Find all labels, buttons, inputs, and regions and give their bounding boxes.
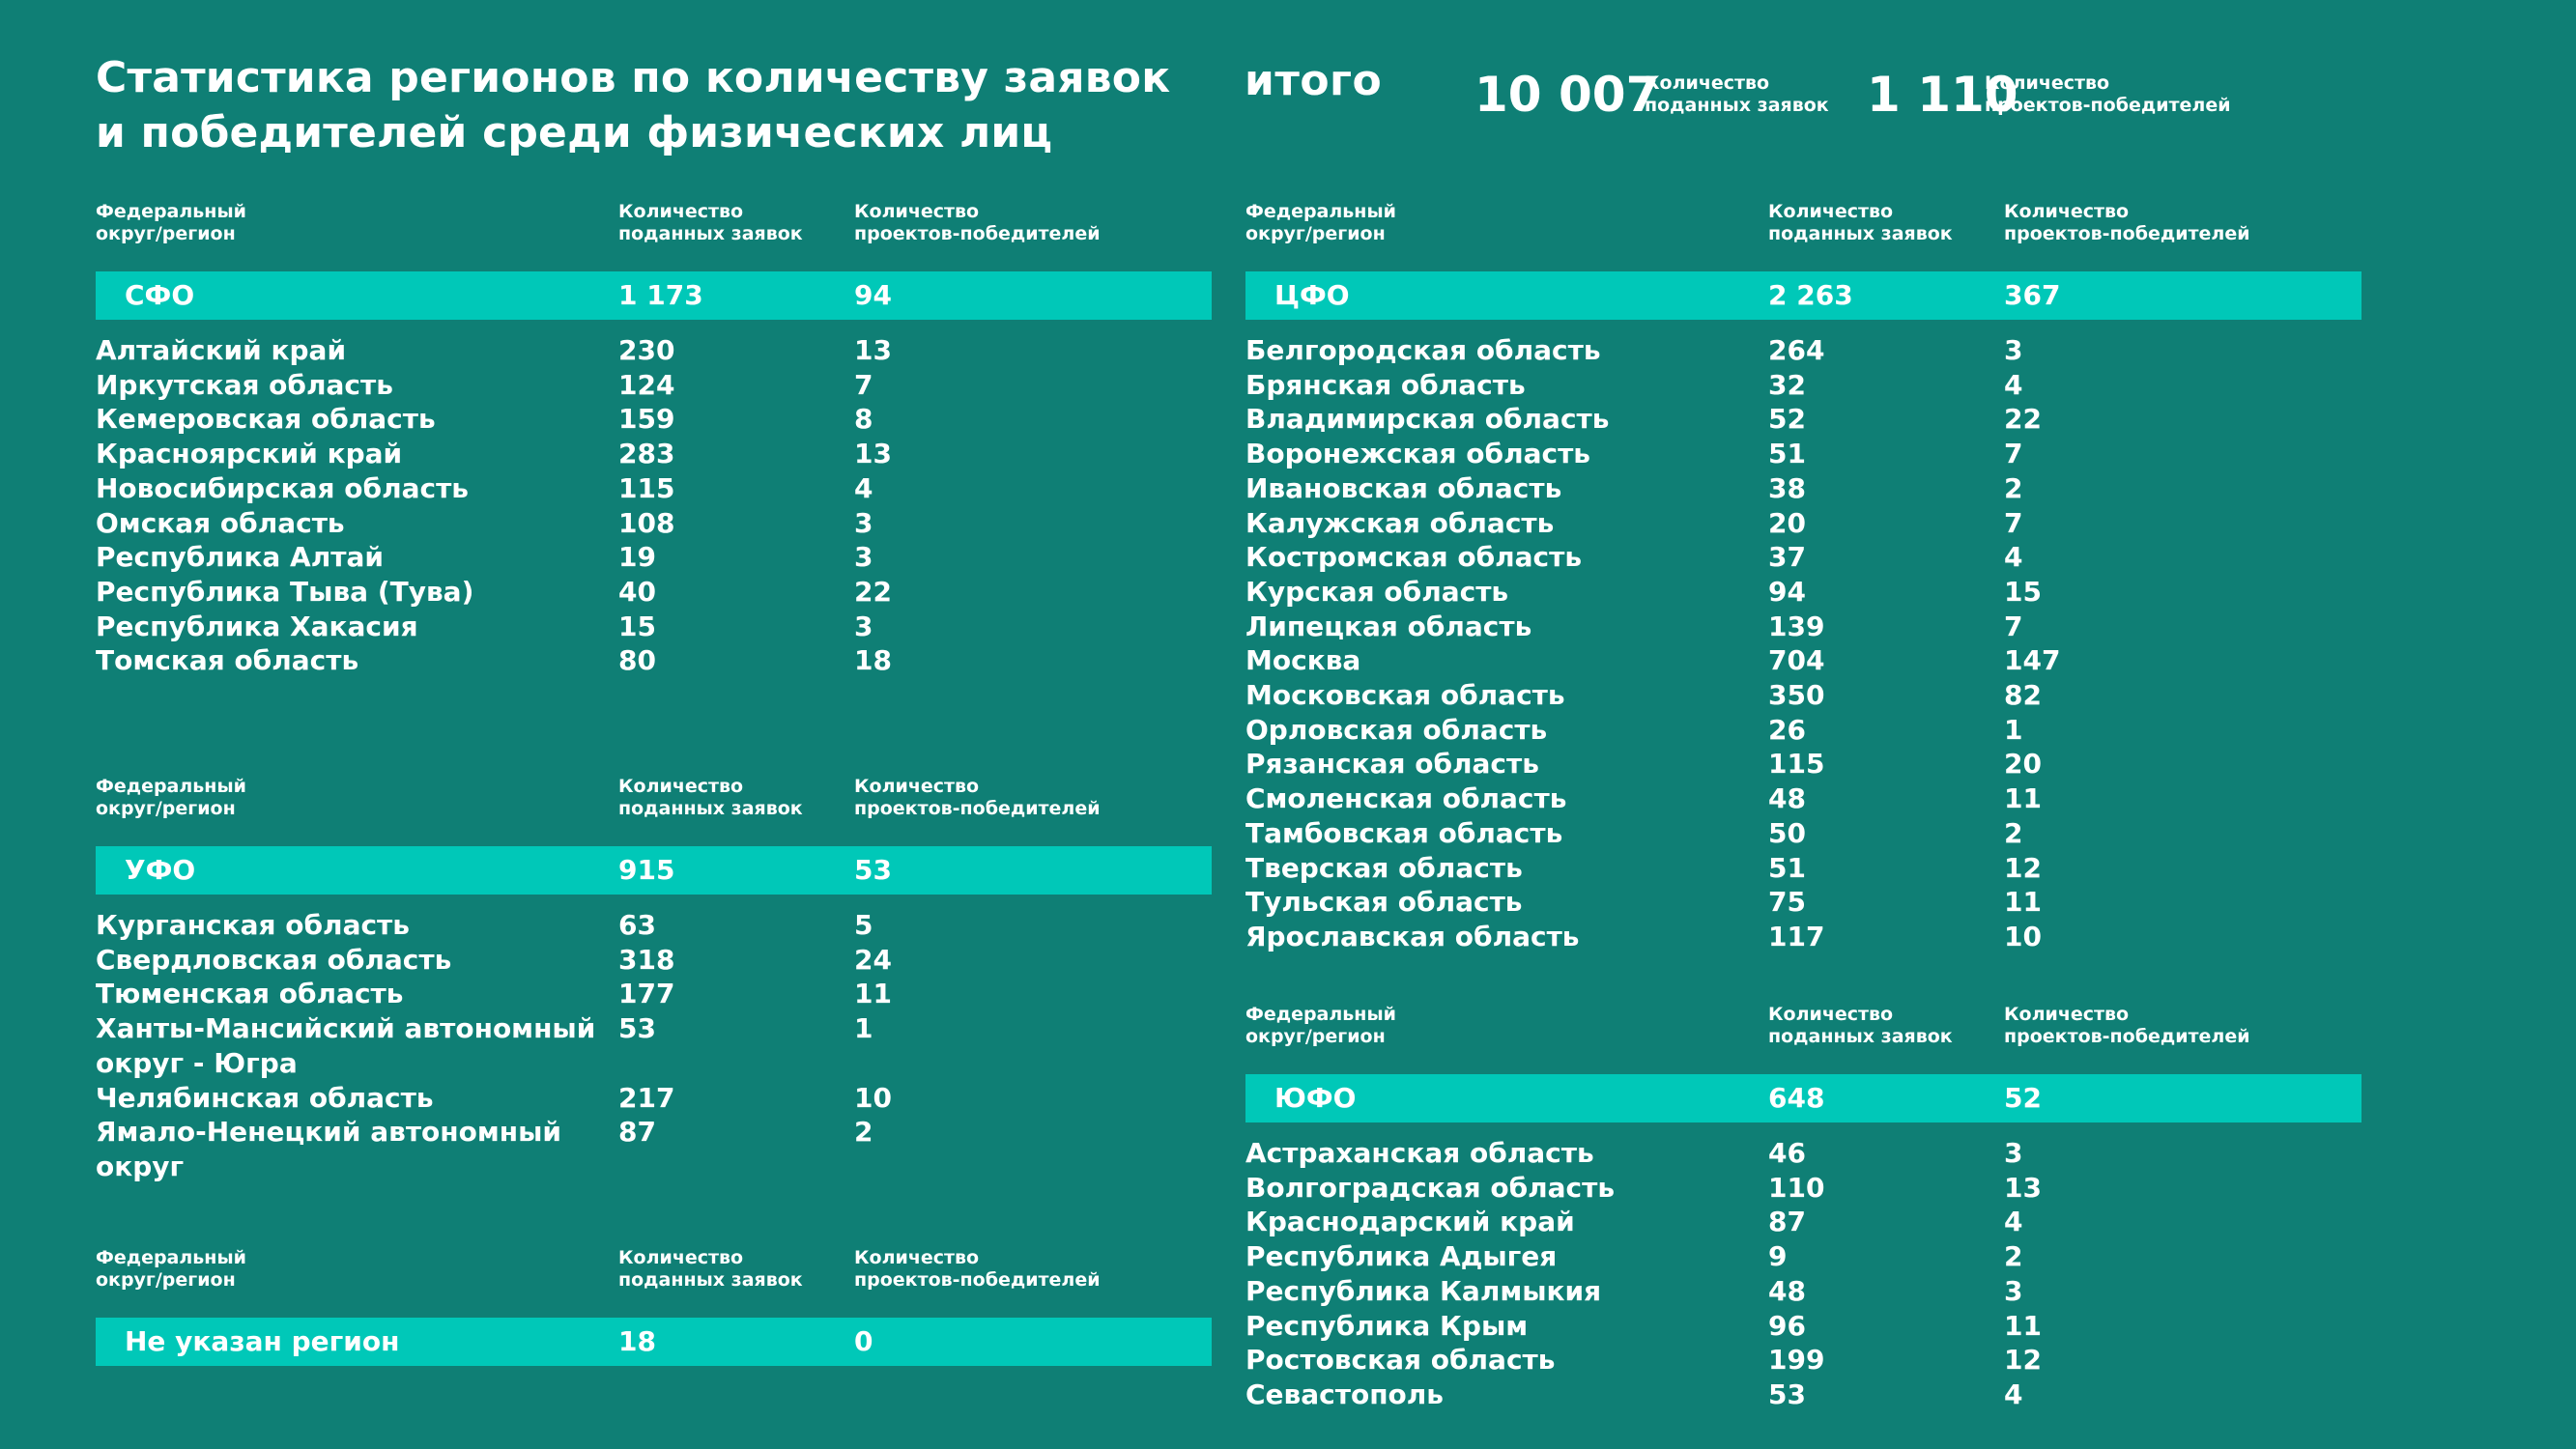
region-applications: 87 [618, 1116, 656, 1149]
region-name: Орловская область [1245, 713, 1548, 746]
region-winners: 11 [854, 978, 892, 1010]
region-winners: 3 [2004, 334, 2023, 366]
region-applications: 51 [1768, 438, 1806, 470]
table-header [1245, 201, 2361, 255]
region-name: Московская область [1245, 679, 1565, 712]
table-row [96, 333, 1212, 368]
district-section [96, 1247, 1212, 1379]
region-applications: 115 [618, 471, 675, 504]
header-winners-line-2: проектов-победителей [2004, 1026, 2250, 1047]
table-row [1245, 1171, 2361, 1206]
header-district-line-1: Федеральный [96, 1247, 246, 1268]
region-applications: 264 [1768, 334, 1825, 366]
region-applications: 50 [1768, 816, 1806, 849]
table-row [96, 471, 1212, 506]
district-section [1245, 1004, 2361, 1412]
region-winners: 4 [2004, 1378, 2023, 1410]
region-applications: 53 [618, 1012, 656, 1045]
region-name: Красноярский край [96, 438, 403, 470]
district-section [96, 776, 1212, 1184]
region-winners: 5 [854, 909, 873, 941]
region-winners: 2 [2004, 816, 2023, 849]
table-row [1245, 713, 2361, 748]
region-winners: 2 [854, 1116, 873, 1149]
header-district [96, 1247, 246, 1292]
region-applications: 63 [618, 909, 656, 941]
region-winners: 3 [2004, 1137, 2023, 1169]
header-district [96, 776, 246, 820]
region-applications: 46 [1768, 1137, 1806, 1169]
table-row [1245, 437, 2361, 471]
table-row [96, 908, 1212, 943]
header-winners-line-2: проектов-победителей [854, 798, 1101, 819]
region-name: Курганская область [96, 909, 410, 941]
region-name: Владимирская область [1245, 403, 1610, 436]
region-name: Республика Тыва (Тува) [96, 575, 474, 608]
table-row [1245, 851, 2361, 886]
region-name: Тверская область [1245, 851, 1523, 884]
totals-winners-value: 1 110 [1867, 67, 2018, 123]
region-winners: 18 [854, 644, 892, 677]
region-name: Иркутская область [96, 368, 393, 401]
header-district-line-2: округ/регион [96, 798, 236, 819]
header-winners-line-2: проектов-победителей [2004, 223, 2250, 244]
region-name: Смоленская область [1245, 782, 1567, 815]
totals-label: итого [1245, 56, 1383, 105]
region-winners: 3 [854, 506, 873, 539]
district-winners: 367 [2004, 279, 2061, 311]
region-applications: 177 [618, 978, 675, 1010]
region-name: Республика Алтай [96, 541, 384, 574]
region-winners: 2 [2004, 471, 2023, 504]
region-applications: 159 [618, 403, 675, 436]
district-total-row [1245, 271, 2361, 320]
region-winners: 82 [2004, 679, 2042, 712]
region-applications: 20 [1768, 506, 1806, 539]
header-winners [2004, 201, 2250, 245]
region-applications: 283 [618, 438, 675, 470]
region-winners: 2 [2004, 1240, 2023, 1273]
table-row [1245, 1343, 2361, 1378]
region-name: Липецкая область [1245, 610, 1532, 642]
region-applications: 9 [1768, 1240, 1788, 1273]
region-applications: 15 [618, 610, 656, 642]
region-name: Республика Калмыкия [1245, 1274, 1602, 1307]
header-applications-line-2: поданных заявок [1768, 1026, 1953, 1047]
totals-winners-caption-line-1: Количество [1985, 72, 2110, 94]
region-applications: 217 [618, 1081, 675, 1114]
page-title [96, 50, 1170, 160]
region-winners: 4 [2004, 541, 2023, 574]
region-winners: 7 [2004, 610, 2023, 642]
region-name: Брянская область [1245, 368, 1526, 401]
region-name: Новосибирская область [96, 471, 469, 504]
region-winners: 7 [2004, 438, 2023, 470]
table-row [1245, 333, 2361, 368]
region-applications: 32 [1768, 368, 1806, 401]
region-applications: 230 [618, 334, 675, 366]
table-row [1245, 1239, 2361, 1274]
district-winners: 53 [854, 854, 892, 886]
table-row [96, 610, 1212, 644]
table-header [96, 201, 1212, 255]
totals-winners-caption-line-2: проектов-победителей [1985, 95, 2231, 116]
region-name: Белгородская область [1245, 334, 1601, 366]
region-winners: 1 [854, 1012, 873, 1045]
table-row [96, 977, 1212, 1011]
header-applications-line-1: Количество [618, 201, 744, 222]
region-applications: 52 [1768, 403, 1806, 436]
header-winners-line-2: проектов-победителей [854, 1269, 1101, 1291]
header-district-line-1: Федеральный [96, 776, 246, 797]
region-applications: 48 [1768, 782, 1806, 815]
region-applications: 115 [1768, 748, 1825, 781]
header-applications [618, 1247, 803, 1292]
region-winners: 11 [2004, 782, 2042, 815]
header-winners [854, 1247, 1101, 1292]
header-district-line-2: округ/регион [1245, 223, 1386, 244]
table-row [1245, 540, 2361, 575]
region-winners: 24 [854, 943, 892, 976]
district-winners: 94 [854, 279, 892, 311]
region-winners: 3 [2004, 1274, 2023, 1307]
region-winners: 4 [2004, 368, 2023, 401]
region-applications: 139 [1768, 610, 1825, 642]
table-row [1245, 1205, 2361, 1239]
region-name: Алтайский край [96, 334, 347, 366]
table-header [96, 776, 1212, 830]
table-row [1245, 1274, 2361, 1309]
region-applications: 51 [1768, 851, 1806, 884]
region-applications: 87 [1768, 1206, 1806, 1238]
region-winners: 7 [2004, 506, 2023, 539]
region-name: Ростовская область [1245, 1344, 1556, 1377]
region-name: Томская область [96, 644, 359, 677]
region-name: Москва [1245, 644, 1361, 677]
header-applications-line-1: Количество [618, 1247, 744, 1268]
region-applications: 350 [1768, 679, 1825, 712]
region-applications: 26 [1768, 713, 1806, 746]
header-applications-line-1: Количество [1768, 201, 1894, 222]
header-applications [618, 776, 803, 820]
region-name: Костромская область [1245, 541, 1583, 574]
table-header [96, 1247, 1212, 1301]
table-row [96, 506, 1212, 541]
header-applications-line-2: поданных заявок [618, 798, 803, 819]
totals-winners-caption [1985, 72, 2231, 117]
region-name: Волгоградская область [1245, 1171, 1616, 1204]
header-district [1245, 201, 1396, 245]
totals-applications-caption-line-2: поданных заявок [1645, 95, 1829, 116]
district-section [96, 201, 1212, 678]
totals-applications-caption-line-1: Количество [1645, 72, 1770, 94]
table-row [1245, 402, 2361, 437]
table-row [1245, 816, 2361, 851]
region-name: Ямало-Ненецкий автономный округ [96, 1116, 562, 1182]
district-name: Не указан регион [125, 1325, 400, 1357]
region-name: Курская область [1245, 575, 1509, 608]
region-winners: 12 [2004, 851, 2042, 884]
region-name: Калужская область [1245, 506, 1555, 539]
region-name: Тамбовская область [1245, 816, 1563, 849]
table-row [1245, 1378, 2361, 1412]
region-winners: 3 [854, 541, 873, 574]
header-applications-line-2: поданных заявок [1768, 223, 1953, 244]
region-applications: 37 [1768, 541, 1806, 574]
region-winners: 22 [2004, 403, 2042, 436]
table-row [96, 437, 1212, 471]
region-name: Воронежская область [1245, 438, 1590, 470]
header-winners-line-1: Количество [854, 201, 980, 222]
table-row [1245, 678, 2361, 713]
region-name: Ярославская область [1245, 920, 1580, 952]
header-district-line-1: Федеральный [96, 201, 246, 222]
region-winners: 11 [2004, 886, 2042, 919]
header-applications-line-1: Количество [1768, 1004, 1894, 1025]
region-applications: 38 [1768, 471, 1806, 504]
region-name: Краснодарский край [1245, 1206, 1575, 1238]
table-row [96, 368, 1212, 403]
table-row [96, 575, 1212, 610]
district-applications: 1 173 [618, 279, 703, 311]
region-name: Тульская область [1245, 886, 1523, 919]
table-row [1245, 1136, 2361, 1171]
district-name: УФО [125, 854, 196, 886]
region-winners: 4 [2004, 1206, 2023, 1238]
header-applications-line-1: Количество [618, 776, 744, 797]
region-applications: 117 [1768, 920, 1825, 952]
page-title-line-2: и победителей среди физических лиц [96, 108, 1053, 157]
table-row [1245, 471, 2361, 506]
region-winners: 13 [854, 438, 892, 470]
region-name: Кемеровская область [96, 403, 436, 436]
region-applications: 110 [1768, 1171, 1825, 1204]
district-winners: 52 [2004, 1082, 2042, 1114]
table-row [1245, 885, 2361, 920]
header-applications-line-2: поданных заявок [618, 1269, 803, 1291]
region-applications: 19 [618, 541, 656, 574]
region-applications: 80 [618, 644, 656, 677]
region-name: Тюменская область [96, 978, 404, 1010]
region-name: Омская область [96, 506, 345, 539]
header-district-line-2: округ/регион [96, 223, 236, 244]
region-applications: 53 [1768, 1378, 1806, 1410]
header-district-line-2: округ/регион [1245, 1026, 1386, 1047]
region-name: Рязанская область [1245, 748, 1539, 781]
header-winners [854, 201, 1101, 245]
header-district-line-1: Федеральный [1245, 201, 1396, 222]
table-row [1245, 368, 2361, 403]
header-applications [618, 201, 803, 245]
table-row [96, 643, 1212, 678]
district-total-row [96, 271, 1212, 320]
region-applications: 75 [1768, 886, 1806, 919]
region-winners: 7 [854, 368, 873, 401]
district-applications: 648 [1768, 1082, 1825, 1114]
table-row [96, 1115, 1212, 1183]
district-applications: 2 263 [1768, 279, 1853, 311]
region-name: Челябинская область [96, 1081, 434, 1114]
header-winners-line-2: проектов-победителей [854, 223, 1101, 244]
region-winners: 13 [2004, 1171, 2042, 1204]
district-total-row [96, 846, 1212, 895]
district-name: СФО [125, 279, 195, 311]
table-row [1245, 575, 2361, 610]
region-name: Республика Крым [1245, 1309, 1529, 1342]
region-winners: 20 [2004, 748, 2042, 781]
table-row [1245, 610, 2361, 644]
region-name: Республика Хакасия [96, 610, 418, 642]
table-row [96, 402, 1212, 437]
region-winners: 1 [2004, 713, 2023, 746]
district-winners: 0 [854, 1325, 873, 1357]
region-name: Севастополь [1245, 1378, 1445, 1410]
header-applications [1768, 201, 1953, 245]
table-row [96, 540, 1212, 575]
region-applications: 48 [1768, 1274, 1806, 1307]
region-winners: 4 [854, 471, 873, 504]
region-winners: 15 [2004, 575, 2042, 608]
region-name: Свердловская область [96, 943, 452, 976]
table-header [1245, 1004, 2361, 1058]
header-winners [2004, 1004, 2250, 1048]
region-name: Астраханская область [1245, 1137, 1594, 1169]
region-applications: 124 [618, 368, 675, 401]
header-winners-line-1: Количество [2004, 1004, 2130, 1025]
region-applications: 199 [1768, 1344, 1825, 1377]
header-applications [1768, 1004, 1953, 1048]
region-winners: 147 [2004, 644, 2061, 677]
region-applications: 318 [618, 943, 675, 976]
region-winners: 13 [854, 334, 892, 366]
header-district-line-1: Федеральный [1245, 1004, 1396, 1025]
district-total-row [1245, 1074, 2361, 1122]
header-district [96, 201, 246, 245]
header-winners-line-1: Количество [854, 1247, 980, 1268]
region-applications: 96 [1768, 1309, 1806, 1342]
header-winners-line-1: Количество [854, 776, 980, 797]
region-winners: 10 [2004, 920, 2042, 952]
region-name: Ивановская область [1245, 471, 1562, 504]
page-title-line-1: Статистика регионов по количеству заявок [96, 53, 1171, 102]
district-total-row [96, 1318, 1212, 1366]
header-winners-line-1: Количество [2004, 201, 2130, 222]
district-section [1245, 201, 2361, 954]
region-name: Республика Адыгея [1245, 1240, 1558, 1273]
region-applications: 108 [618, 506, 675, 539]
header-district [1245, 1004, 1396, 1048]
header-applications-line-2: поданных заявок [618, 223, 803, 244]
table-row [96, 1081, 1212, 1116]
district-name: ЮФО [1274, 1082, 1357, 1114]
region-winners: 8 [854, 403, 873, 436]
region-winners: 22 [854, 575, 892, 608]
totals-applications-caption [1645, 72, 1829, 117]
table-row [1245, 506, 2361, 541]
table-row [1245, 781, 2361, 816]
region-name: Ханты-Мансийский автономный округ - Югра [96, 1012, 596, 1079]
region-winners: 3 [854, 610, 873, 642]
header-winners [854, 776, 1101, 820]
district-name: ЦФО [1274, 279, 1350, 311]
table-row [1245, 920, 2361, 954]
region-winners: 11 [2004, 1309, 2042, 1342]
table-row [96, 943, 1212, 978]
totals-applications-value: 10 007 [1474, 67, 1660, 123]
region-winners: 12 [2004, 1344, 2042, 1377]
table-row [1245, 643, 2361, 678]
table-row [1245, 1309, 2361, 1344]
region-winners: 10 [854, 1081, 892, 1114]
region-applications: 704 [1768, 644, 1825, 677]
district-applications: 915 [618, 854, 675, 886]
table-row [96, 1011, 1212, 1080]
region-applications: 40 [618, 575, 656, 608]
header-district-line-2: округ/регион [96, 1269, 236, 1291]
table-row [1245, 747, 2361, 781]
district-applications: 18 [618, 1325, 656, 1357]
region-applications: 94 [1768, 575, 1806, 608]
